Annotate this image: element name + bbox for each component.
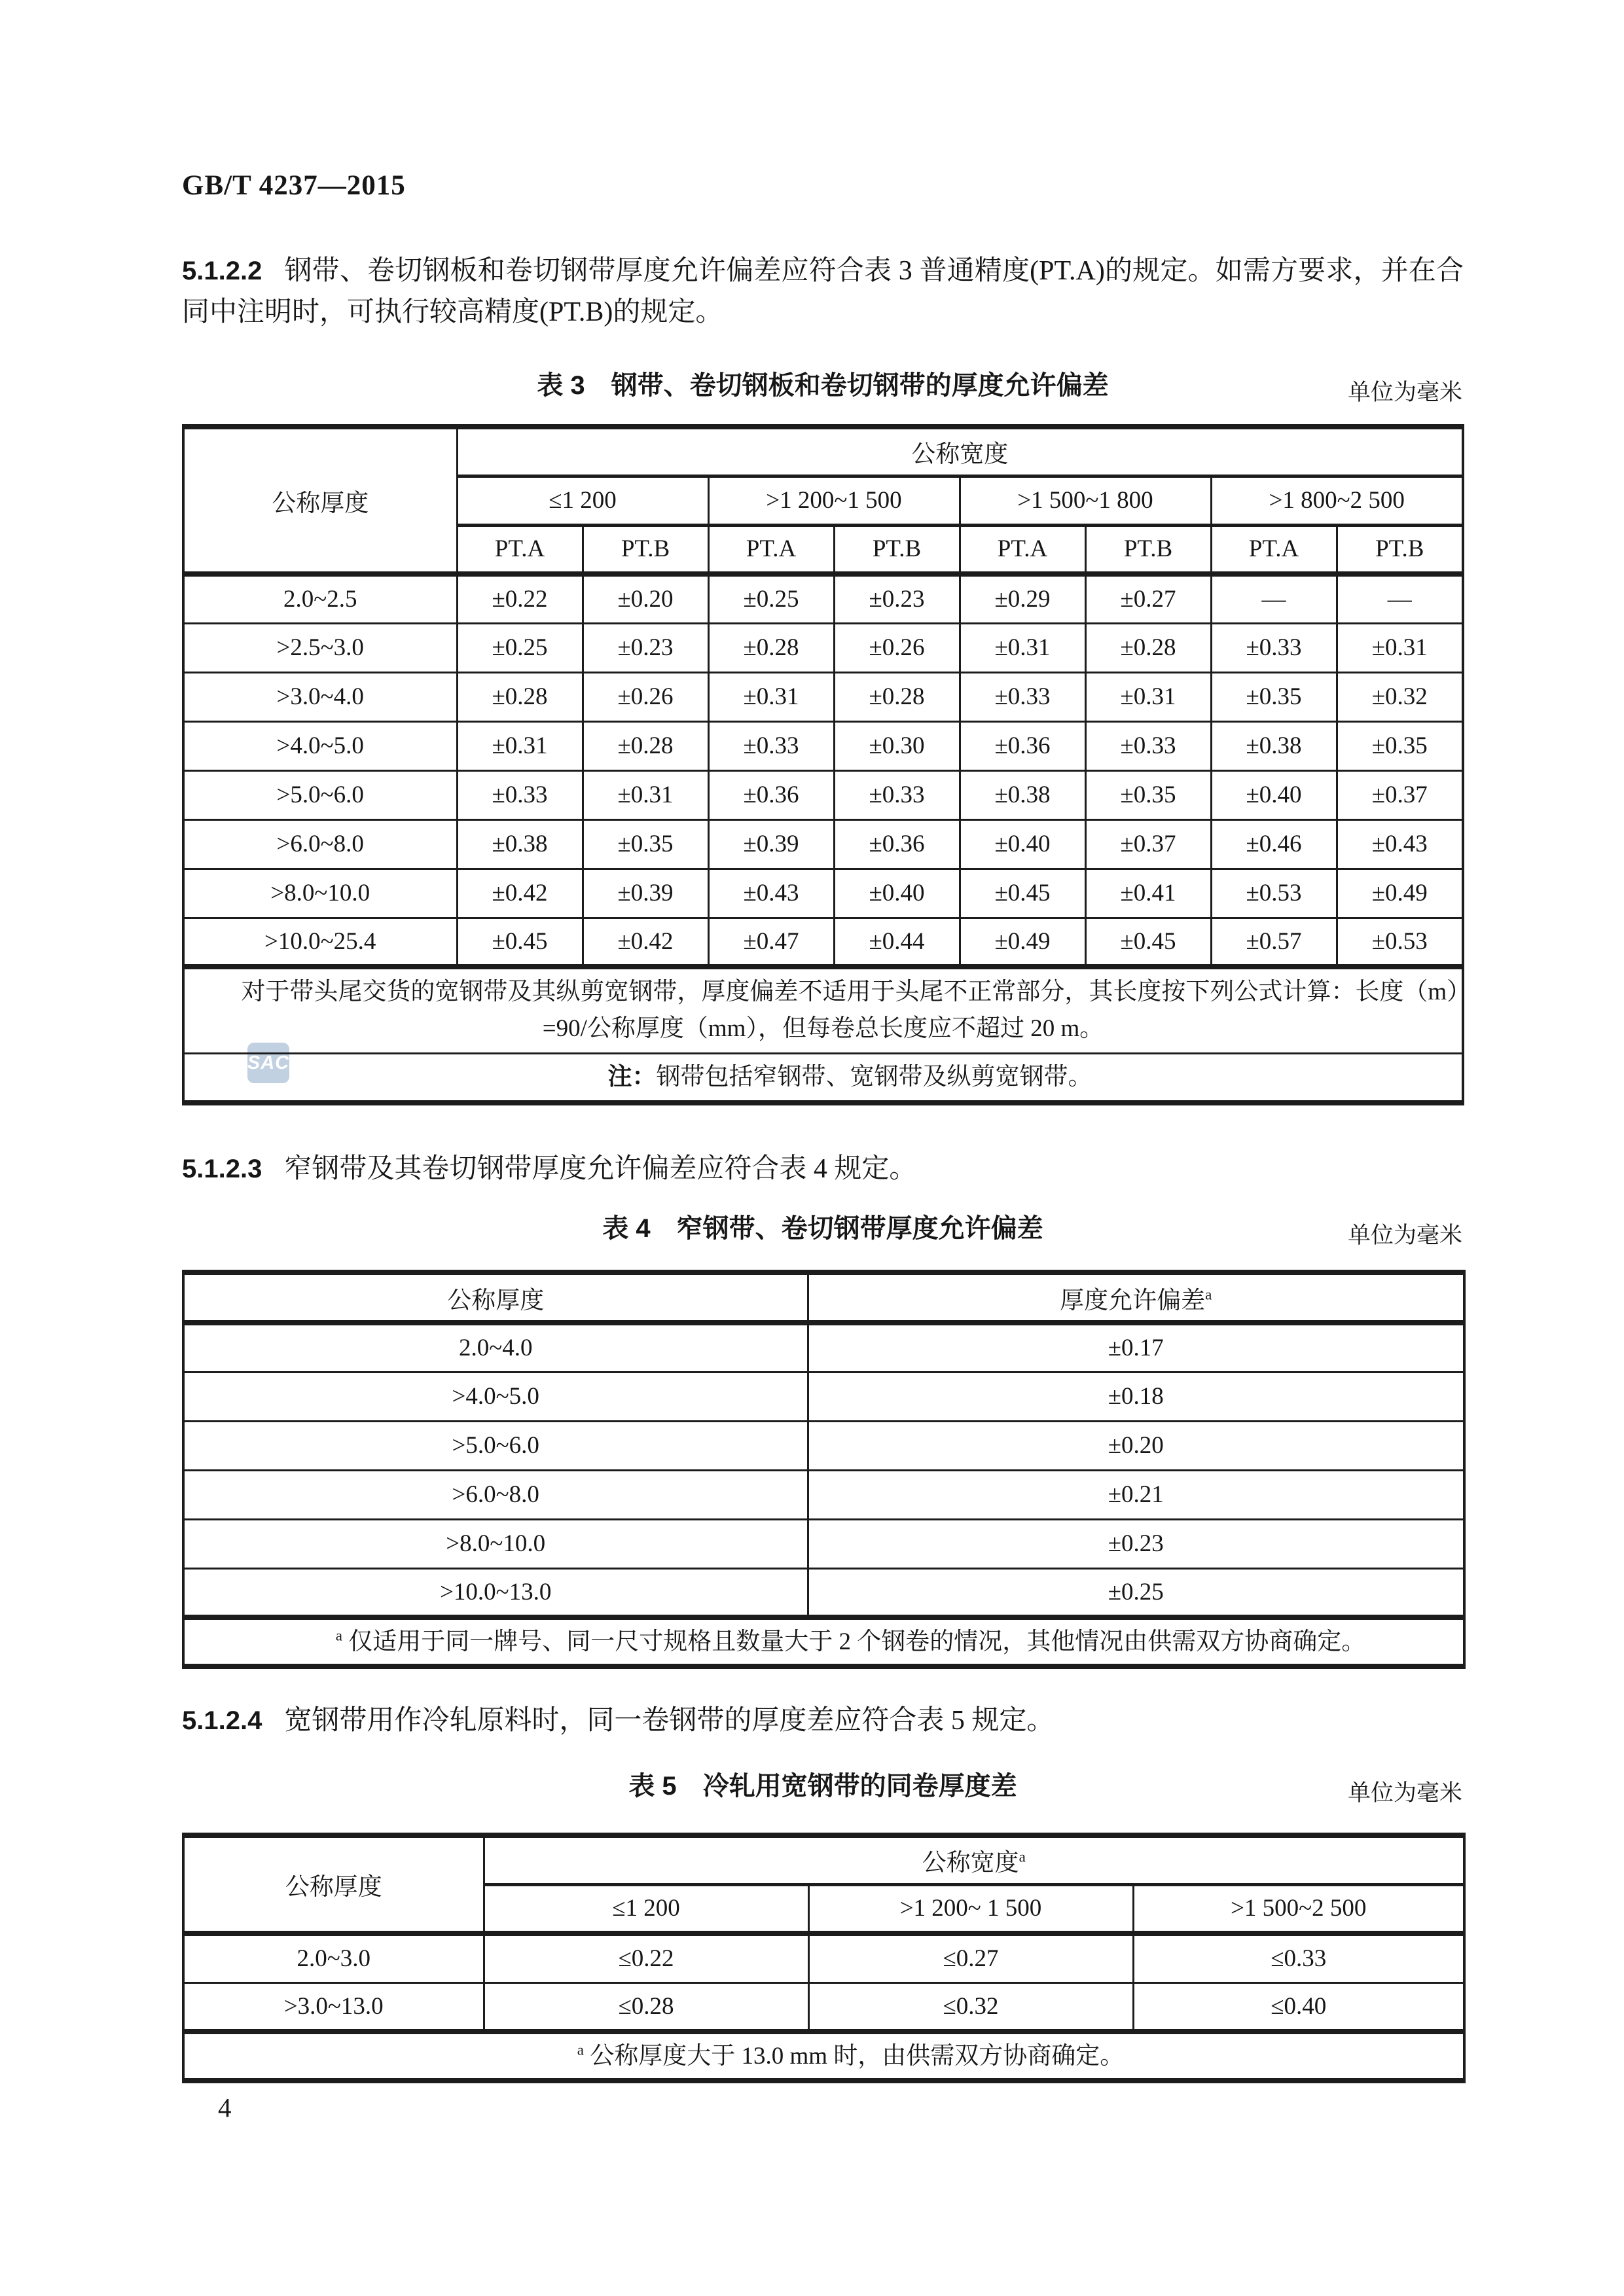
value-cell: ±0.38 bbox=[960, 770, 1085, 819]
header-cell-pt: PT.B bbox=[1085, 525, 1211, 574]
header-cell-width-group: 公称宽度 bbox=[457, 427, 1463, 476]
table-row bbox=[183, 770, 1463, 819]
value-cell: ±0.28 bbox=[1085, 623, 1211, 672]
value-cell: ±0.36 bbox=[960, 721, 1085, 770]
value-cell: ±0.20 bbox=[583, 574, 708, 623]
value-cell: ±0.28 bbox=[583, 721, 708, 770]
value-cell: ±0.31 bbox=[960, 623, 1085, 672]
table-row bbox=[183, 1568, 1464, 1617]
table-row bbox=[183, 1323, 1464, 1372]
header-cell-pt: PT.A bbox=[708, 525, 834, 574]
header-cell-range: >1 500~2 500 bbox=[1133, 1884, 1464, 1933]
value-cell: ±0.35 bbox=[1211, 672, 1337, 721]
note-label: 注： bbox=[607, 1063, 657, 1090]
table3-note bbox=[183, 1053, 1463, 1103]
value-cell: ±0.35 bbox=[1085, 770, 1211, 819]
clause-text: 宽钢带用作冷轧原料时，同一卷钢带的厚度差应符合表 5 规定。 bbox=[284, 1706, 1055, 1736]
value-cell: ±0.38 bbox=[457, 819, 583, 869]
value-cell: ±0.39 bbox=[583, 869, 708, 918]
header-cell-pt: PT.A bbox=[960, 525, 1085, 574]
table-row bbox=[183, 721, 1463, 770]
footnote-marker: a bbox=[577, 2041, 584, 2058]
table-row bbox=[183, 1372, 1464, 1421]
table4-narrow-strip-tolerance bbox=[182, 1270, 1466, 1669]
table5-footnote-row bbox=[183, 2032, 1464, 2081]
thickness-cell: >8.0~10.0 bbox=[183, 869, 457, 918]
value-cell: ±0.22 bbox=[457, 574, 583, 623]
table-row bbox=[183, 574, 1463, 623]
value-cell: ±0.33 bbox=[834, 770, 960, 819]
value-cell: ±0.21 bbox=[808, 1470, 1464, 1519]
footnote-marker: a bbox=[1205, 1286, 1212, 1303]
value-cell: ±0.26 bbox=[834, 623, 960, 672]
value-cell: ±0.25 bbox=[808, 1568, 1464, 1617]
value-cell: — bbox=[1211, 574, 1337, 623]
value-cell: ±0.26 bbox=[583, 672, 708, 721]
header-cell-range: >1 500~1 800 bbox=[960, 476, 1211, 525]
value-cell: ±0.43 bbox=[1337, 819, 1463, 869]
value-cell: ±0.39 bbox=[708, 819, 834, 869]
value-cell: ±0.40 bbox=[834, 869, 960, 918]
table3-note-formula bbox=[183, 967, 1463, 1053]
table4-caption-row bbox=[182, 1211, 1464, 1246]
value-cell: ±0.31 bbox=[1085, 672, 1211, 721]
value-cell: ≤0.40 bbox=[1133, 1982, 1464, 2032]
value-cell: ±0.33 bbox=[960, 672, 1085, 721]
standard-code: GB/T 4237—2015 bbox=[182, 170, 406, 201]
value-cell: ±0.37 bbox=[1085, 819, 1211, 869]
table4-unit-label: 单位为毫米 bbox=[1347, 1223, 1462, 1248]
value-cell: ±0.41 bbox=[1085, 869, 1211, 918]
value-cell: ±0.28 bbox=[834, 672, 960, 721]
value-cell: ±0.20 bbox=[808, 1421, 1464, 1470]
footnote-marker: a bbox=[335, 1627, 342, 1644]
value-cell: ±0.35 bbox=[1337, 721, 1463, 770]
value-cell: ±0.30 bbox=[834, 721, 960, 770]
value-cell: ±0.28 bbox=[457, 672, 583, 721]
value-cell: ≤0.33 bbox=[1133, 1933, 1464, 1982]
thickness-cell: 2.0~2.5 bbox=[183, 574, 457, 623]
clause-number: 5.1.2.4 bbox=[182, 1706, 262, 1735]
thickness-cell: >3.0~13.0 bbox=[183, 1982, 484, 2032]
value-cell: ±0.43 bbox=[708, 869, 834, 918]
value-cell: ±0.25 bbox=[457, 623, 583, 672]
thickness-cell: >4.0~5.0 bbox=[183, 1372, 808, 1421]
table5-header-row1 bbox=[183, 1835, 1464, 1884]
table3-header-row1 bbox=[183, 427, 1463, 476]
table3-caption: 表 3 钢带、卷切钢板和卷切钢带的厚度允许偏差 bbox=[537, 371, 1109, 400]
table4-footnote-row bbox=[183, 1617, 1464, 1666]
value-cell: ±0.31 bbox=[708, 672, 834, 721]
value-cell: ±0.47 bbox=[708, 918, 834, 967]
value-cell: ≤0.28 bbox=[484, 1982, 808, 2032]
table3-note-formula-row bbox=[183, 967, 1463, 1053]
header-cell-range: >1 800~2 500 bbox=[1211, 476, 1463, 525]
table5-footnote bbox=[183, 2032, 1464, 2081]
header-cell-range: >1 200~1 500 bbox=[708, 476, 960, 525]
value-cell: ±0.42 bbox=[457, 869, 583, 918]
table-row bbox=[183, 819, 1463, 869]
table-row bbox=[183, 1519, 1464, 1568]
value-cell: ±0.46 bbox=[1211, 819, 1337, 869]
value-cell: ±0.25 bbox=[708, 574, 834, 623]
thickness-cell: 2.0~3.0 bbox=[183, 1933, 484, 1982]
value-cell: ±0.27 bbox=[1085, 574, 1211, 623]
table3-note-row bbox=[183, 1053, 1463, 1103]
clause-number: 5.1.2.2 bbox=[182, 257, 262, 285]
table3-caption-row bbox=[182, 368, 1464, 403]
value-cell: ±0.53 bbox=[1337, 918, 1463, 967]
thickness-cell: >4.0~5.0 bbox=[183, 721, 457, 770]
value-cell: ≤0.32 bbox=[808, 1982, 1133, 2032]
table-row bbox=[183, 672, 1463, 721]
table3-unit-label: 单位为毫米 bbox=[1347, 380, 1462, 405]
header-cell-pt: PT.A bbox=[1211, 525, 1337, 574]
value-cell: ±0.23 bbox=[834, 574, 960, 623]
header-cell-tolerance: 厚度允许偏差$^a$ bbox=[808, 1272, 1464, 1323]
thickness-cell: >10.0~25.4 bbox=[183, 918, 457, 967]
clause-5124-paragraph bbox=[182, 1700, 1464, 1742]
value-cell: ±0.31 bbox=[457, 721, 583, 770]
table5-caption-row bbox=[182, 1768, 1464, 1804]
header-cell-thickness: 公称厚度 bbox=[183, 1272, 808, 1323]
value-cell: ±0.57 bbox=[1211, 918, 1337, 967]
header-cell-thickness: 公称厚度 bbox=[183, 1835, 484, 1933]
table4-footnote bbox=[183, 1617, 1464, 1666]
thickness-cell: >2.5~3.0 bbox=[183, 623, 457, 672]
thickness-cell: >6.0~8.0 bbox=[183, 819, 457, 869]
header-cell-thickness: 公称厚度 bbox=[183, 427, 457, 574]
clause-text: 窄钢带及其卷切钢带厚度允许偏差应符合表 4 规定。 bbox=[284, 1154, 917, 1184]
value-cell: ±0.31 bbox=[583, 770, 708, 819]
table-row bbox=[183, 1421, 1464, 1470]
header-cell-pt: PT.A bbox=[457, 525, 583, 574]
thickness-cell: 2.0~4.0 bbox=[183, 1323, 808, 1372]
header-cell-range: ≤1 200 bbox=[457, 476, 708, 525]
value-cell: ≤0.27 bbox=[808, 1933, 1133, 1982]
thickness-cell: >3.0~4.0 bbox=[183, 672, 457, 721]
clause-number: 5.1.2.3 bbox=[182, 1155, 262, 1183]
value-cell: ±0.29 bbox=[960, 574, 1085, 623]
value-cell: ±0.44 bbox=[834, 918, 960, 967]
value-cell: ±0.45 bbox=[1085, 918, 1211, 967]
value-cell: ±0.40 bbox=[1211, 770, 1337, 819]
table-row bbox=[183, 869, 1463, 918]
clause-text: 钢带、卷切钢板和卷切钢带厚度允许偏差应符合表 3 普通精度(PT.A)的规定。如需方要求，并在合同中注明时，可执行较高精度(PT.B)的规定。 bbox=[182, 256, 1464, 327]
header-cell-width-group: 公称宽度$^a$ bbox=[484, 1835, 1464, 1884]
value-cell: ±0.33 bbox=[1211, 623, 1337, 672]
page-number: 4 bbox=[218, 2092, 232, 2123]
value-cell: ±0.40 bbox=[960, 819, 1085, 869]
header-cell-range: ≤1 200 bbox=[484, 1884, 808, 1933]
table5-same-coil-thickness-difference bbox=[182, 1833, 1466, 2083]
footnote-text: 仅适用于同一牌号、同一尺寸规格且数量大于 2 个钢卷的情况，其他情况由供需双方协商确定。 bbox=[348, 1628, 1366, 1655]
value-cell: ±0.37 bbox=[1337, 770, 1463, 819]
header-cell-pt: PT.B bbox=[1337, 525, 1463, 574]
value-cell: ±0.32 bbox=[1337, 672, 1463, 721]
clause-5123-paragraph bbox=[182, 1149, 1464, 1190]
value-cell: ±0.23 bbox=[583, 623, 708, 672]
value-cell: ±0.28 bbox=[708, 623, 834, 672]
table-row bbox=[183, 1982, 1464, 2032]
value-cell: ±0.23 bbox=[808, 1519, 1464, 1568]
value-cell: ±0.38 bbox=[1211, 721, 1337, 770]
header-cell-pt: PT.B bbox=[834, 525, 960, 574]
value-cell: ±0.36 bbox=[834, 819, 960, 869]
table-row bbox=[183, 1933, 1464, 1982]
thickness-cell: >10.0~13.0 bbox=[183, 1568, 808, 1617]
note-text: 对于带头尾交货的宽钢带及其纵剪宽钢带，厚度偏差不适用于头尾不正常部分，其长度按下列公式计算：长度（m）=90/公称厚度（mm），但每卷总长度应不超过 20 m。 bbox=[241, 978, 1459, 1043]
table3-thickness-tolerance bbox=[182, 424, 1464, 1105]
table-row bbox=[183, 623, 1463, 672]
note-text: 钢带包括窄钢带、宽钢带及纵剪宽钢带。 bbox=[656, 1064, 1092, 1091]
value-cell: ±0.42 bbox=[583, 918, 708, 967]
footnote-text: 公称厚度大于 13.0 mm 时，由供需双方协商确定。 bbox=[590, 2042, 1125, 2070]
value-cell: ±0.31 bbox=[1337, 623, 1463, 672]
table5-unit-label: 单位为毫米 bbox=[1347, 1780, 1462, 1806]
value-cell: ±0.33 bbox=[708, 721, 834, 770]
thickness-cell: >6.0~8.0 bbox=[183, 1470, 808, 1519]
table-row bbox=[183, 1470, 1464, 1519]
value-cell: ±0.35 bbox=[583, 819, 708, 869]
table-row bbox=[183, 918, 1463, 967]
header-cell-range: >1 200~ 1 500 bbox=[808, 1884, 1133, 1933]
clause-5122-paragraph bbox=[182, 251, 1464, 333]
value-cell: ±0.45 bbox=[960, 869, 1085, 918]
value-cell: — bbox=[1337, 574, 1463, 623]
footnote-marker: a bbox=[1019, 1848, 1026, 1865]
value-cell: ±0.53 bbox=[1211, 869, 1337, 918]
value-cell: ±0.33 bbox=[1085, 721, 1211, 770]
thickness-cell: >8.0~10.0 bbox=[183, 1519, 808, 1568]
header-cell-pt: PT.B bbox=[583, 525, 708, 574]
value-cell: ±0.36 bbox=[708, 770, 834, 819]
table4-header-row bbox=[183, 1272, 1464, 1323]
value-cell: ≤0.22 bbox=[484, 1933, 808, 1982]
value-cell: ±0.33 bbox=[457, 770, 583, 819]
table4-caption: 表 4 窄钢带、卷切钢带厚度允许偏差 bbox=[602, 1214, 1043, 1243]
value-cell: ±0.49 bbox=[1337, 869, 1463, 918]
value-cell: ±0.17 bbox=[808, 1323, 1464, 1372]
sac-watermark: SAC bbox=[247, 1043, 289, 1083]
value-cell: ±0.49 bbox=[960, 918, 1085, 967]
thickness-cell: >5.0~6.0 bbox=[183, 770, 457, 819]
value-cell: ±0.18 bbox=[808, 1372, 1464, 1421]
thickness-cell: >5.0~6.0 bbox=[183, 1421, 808, 1470]
value-cell: ±0.45 bbox=[457, 918, 583, 967]
table5-caption: 表 5 冷轧用宽钢带的同卷厚度差 bbox=[628, 1772, 1017, 1801]
